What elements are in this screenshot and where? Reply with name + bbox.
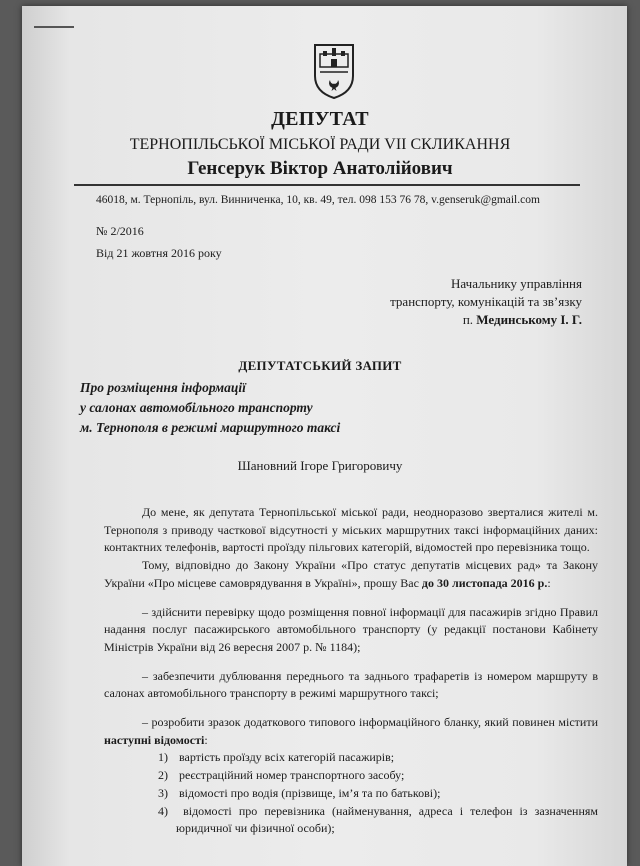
header-divider <box>74 184 580 186</box>
recipient-prefix: п. <box>462 312 474 327</box>
form-text: – розробити зразок додаткового типового інформаційного бланку, який повинен містити <box>142 715 598 730</box>
contact-address: 46018, м. Тернопіль, вул. Винниченка, 10, кв. 49, тел. 098 153 76 78, v.genseruk@gmail.com <box>96 194 540 206</box>
form-items-heading: наступні відомості <box>104 732 205 747</box>
document-date: Від 21 жовтня 2016 року <box>96 246 222 260</box>
greeting: Шановний Ігоре Григоровичу <box>237 458 403 473</box>
list-item-number: 3) <box>158 785 168 800</box>
request-text: Тому, відповідно до Закону України «Про статус депутатів місцевих рад» та Закону України «Про місцеве самоврядування в Україні», прошу Вас <box>104 558 598 590</box>
subject-line-3: м. Тернополя в режимі маршрутного таксі <box>80 420 341 435</box>
ternopil-coat-of-arms-icon <box>312 42 356 100</box>
form-colon: : <box>204 732 208 747</box>
paragraph-check: – здійснити перевірку щодо розміщення повної інформації для пасажирів згідно Правил надання послуг пасажирського автомобільного транспорту (у редакції постанови Кабінету Міністрів України від 26 вересня 2007 р. № 1184); <box>104 604 598 654</box>
paragraph-duplicate: – забезпечити дублювання переднього та заднього трафаретів із номером маршруту в салонах автомобільного транспорту в режимі маршрутного таксі; <box>104 668 598 701</box>
list-item <box>104 785 598 803</box>
document-number: № 2/2016 <box>96 224 144 238</box>
recipient-line-3 <box>463 312 582 328</box>
info-list <box>104 749 598 838</box>
request-deadline: до 30 листопада 2016 р. <box>421 575 548 590</box>
request-colon: : <box>547 575 551 590</box>
subject-line-2: у салонах автомобільного транспорту <box>80 400 313 415</box>
pen-mark <box>34 26 74 28</box>
list-item-number: 4) <box>158 803 168 818</box>
list-item-text: відомості про водія (прізвище, ім’я та по батькові); <box>179 785 441 800</box>
paragraph-request <box>104 557 598 592</box>
recipient-name: Мединському І. Г. <box>476 312 582 327</box>
council-heading: ТЕРНОПІЛЬСЬКОЇ МІСЬКОЇ РАДИ VII СКЛИКАННЯ <box>129 136 511 153</box>
list-item-text: вартість проїзду всіх категорій пасажирів; <box>179 750 395 765</box>
deputy-heading: ДЕПУТАТ <box>271 108 369 130</box>
list-item-number: 1) <box>158 750 168 765</box>
subject-line-1: Про розміщення інформації <box>80 380 246 395</box>
recipient-line-2: транспорту, комунікацій та зв’язку <box>390 294 582 309</box>
document-title: ДЕПУТАТСЬКИЙ ЗАПИТ <box>238 358 402 373</box>
paragraph-form <box>104 714 598 749</box>
list-item-number: 2) <box>158 768 168 783</box>
list-item-text: відомості про перевізника (найменування, адреса і телефон із зазначенням юридичної чи фізичної особи); <box>176 803 598 836</box>
document-body <box>104 504 598 838</box>
list-item <box>104 749 598 767</box>
recipient-line-1: Начальнику управління <box>451 276 582 291</box>
list-item <box>104 767 598 785</box>
paragraph-complaint: До мене, як депутата Тернопільської міської ради, неодноразово зверталися жителі м. Тернополя з приводу часткової відсутності у міських маршрутних таксі інформаційних даних: контактних телефонів, вартості проїзду пільгових категорій, відомостей про перевізника тощо. <box>104 505 598 555</box>
list-item-text: реєстраційний номер транспортного засобу; <box>179 768 405 783</box>
list-item <box>104 803 598 838</box>
deputy-name: Генсерук Віктор Анатолійович <box>187 158 453 179</box>
